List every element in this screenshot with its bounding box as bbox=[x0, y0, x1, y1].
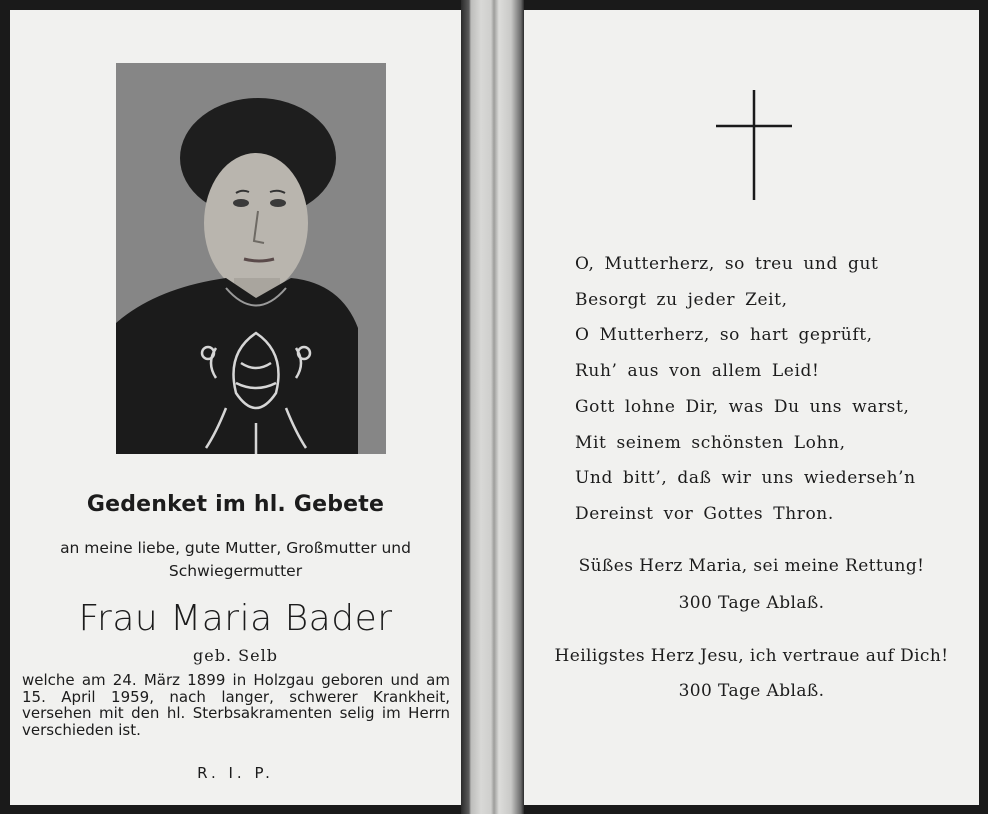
poem-line: Ruh’ aus von allem Leid! bbox=[575, 361, 820, 382]
card-fold bbox=[461, 0, 524, 814]
dedication-line-2: Schwiegermutter bbox=[168, 562, 303, 580]
poem-line: Gott lohne Dir, was Du uns warst, bbox=[575, 396, 910, 417]
memorial-heading: Gedenket im hl. Gebete bbox=[86, 492, 385, 517]
memorial-card-back bbox=[524, 10, 979, 805]
rip-text: R. I. P. bbox=[197, 764, 274, 782]
deceased-name: Frau Maria Bader bbox=[78, 598, 393, 639]
prayer-jesus-indulgence: 300 Tage Ablaß. bbox=[678, 681, 825, 701]
dedication-line-1: an meine liebe, gute Mutter, Großmutter und bbox=[60, 539, 411, 557]
poem bbox=[575, 247, 916, 533]
poem-line: O, Mutterherz, so treu und gut bbox=[575, 254, 879, 274]
biography-text: welche am 24. März 1899 in Holzgau geboren und am 15. April 1959, nach langer, schwerer Krankheit, versehen mit den hl. Sterbsakramenten selig im Herrn verschieden ist. bbox=[22, 671, 450, 739]
portrait-photo bbox=[116, 63, 386, 454]
prayer-jesus: Heiligstes Herz Jesu, ich vertraue auf Dich! bbox=[554, 646, 949, 666]
prayer-mary: Süßes Herz Maria, sei meine Rettung! bbox=[578, 556, 925, 576]
poem-line: Mit seinem schönsten Lohn, bbox=[575, 432, 846, 453]
dedication-text bbox=[10, 537, 461, 583]
poem-line: Besorgt zu jeder Zeit, bbox=[575, 289, 788, 310]
birth-name: geb. Selb bbox=[193, 646, 278, 665]
memorial-card-front bbox=[10, 10, 461, 805]
poem-line: Und bitt’, daß wir uns wiederseh’n bbox=[575, 468, 916, 489]
prayer-mary-indulgence: 300 Tage Ablaß. bbox=[678, 593, 825, 613]
poem-line: Dereinst vor Gottes Thron. bbox=[575, 503, 834, 524]
cross-icon bbox=[714, 90, 794, 200]
poem-line: O Mutterherz, so hart geprüft, bbox=[575, 325, 873, 346]
